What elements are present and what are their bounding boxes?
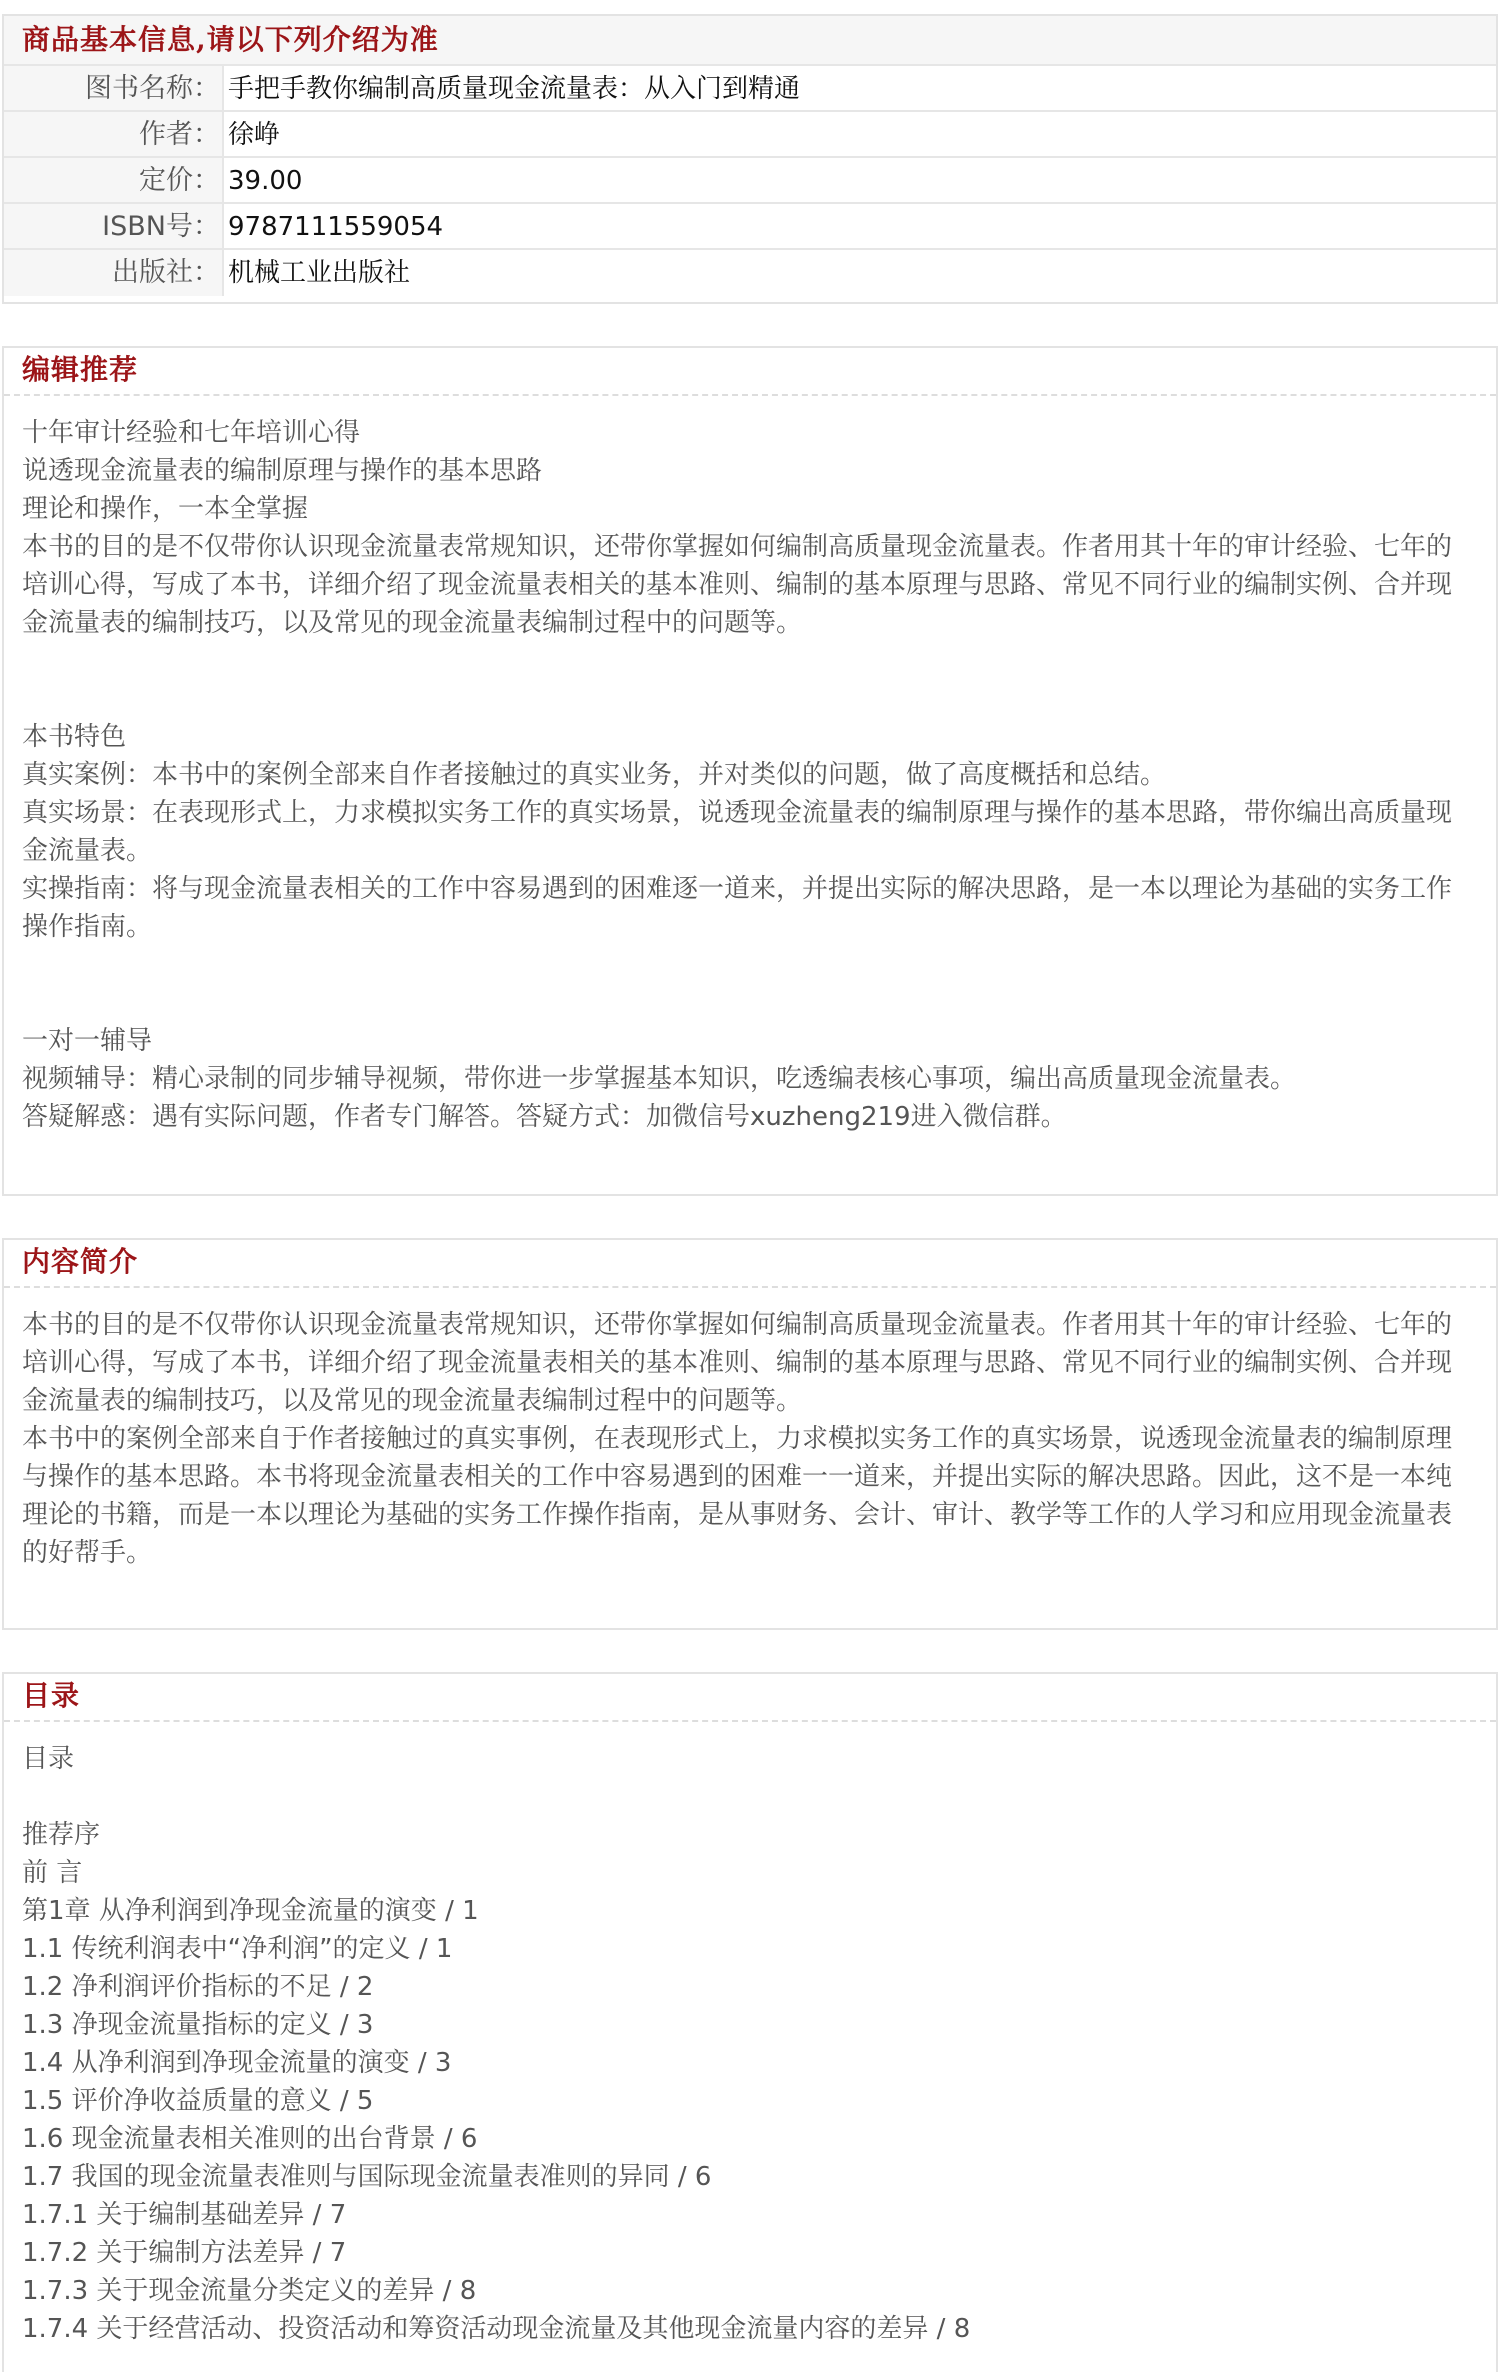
price-value: 39.00: [228, 166, 303, 196]
info-row-isbn: [4, 204, 1496, 250]
coaching-heading: 一对一辅导: [22, 1026, 153, 1056]
toc-item: 1.7.1 关于编制基础差异 / 7: [22, 2200, 347, 2230]
toc-heading: 目录: [22, 1744, 75, 1774]
summary-paragraph: 本书中的案例全部来自于作者接触过的真实事例，在表现形式上，力求模拟实务工作的真实场景，说透现金流量表的编制原理与操作的基本思路。本书将现金流量表相关的工作中容易遇到的困难一一道来，并提出实际的解决思路。因此，这不是一本纯理论的书籍，而是一本以理论为基础的实务工作操作指南，是从事财务、会计、审计、教学等工作的人学习和应用现金流量表的好帮手。: [22, 1424, 1453, 1568]
summary-paragraph: 本书的目的是不仅带你认识现金流量表常规知识，还带你掌握如何编制高质量现金流量表。作者用其十年的审计经验、七年的培训心得，写成了本书，详细介绍了现金流量表相关的基本准则、编制的基本原理与思路、常见不同行业的编制实例、合并现金流量表的编制技巧，以及常见的现金流量表编制过程中的问题等。: [22, 1310, 1453, 1416]
info-row-price: [4, 158, 1496, 204]
spacer: [22, 642, 1458, 718]
recommend-line: 说透现金流量表的编制原理与操作的基本思路: [22, 456, 543, 486]
spacer: [22, 946, 1458, 1022]
spacer: [22, 1778, 1458, 1816]
feature-item: 实操指南：将与现金流量表相关的工作中容易遇到的困难逐一道来，并提出实际的解决思路，是一本以理论为基础的实务工作操作指南。: [22, 874, 1453, 942]
coaching-item: 视频辅导：精心录制的同步辅导视频，带你进一步掌握基本知识，吃透编表核心事项，编出高质量现金流量表。: [22, 1064, 1297, 1094]
publisher-value: 机械工业出版社: [228, 258, 411, 288]
toc-item: 1.6 现金流量表相关准则的出台背景 / 6: [22, 2124, 478, 2154]
info-label: 图书名称：: [4, 66, 224, 110]
summary-title: 内容简介: [4, 1240, 1496, 1288]
toc-item: 前 言: [22, 1858, 83, 1888]
summary-body: [4, 1288, 1496, 1572]
info-label: 定价：: [4, 158, 224, 202]
feature-item: 真实场景：在表现形式上，力求模拟实务工作的真实场景，说透现金流量表的编制原理与操作的基本思路，带你编出高质量现金流量表。: [22, 798, 1453, 866]
toc-item: 1.7 我国的现金流量表准则与国际现金流量表准则的异同 / 6: [22, 2162, 712, 2192]
info-label: 作者：: [4, 112, 224, 156]
coaching-item: 答疑解惑：遇有实际问题，作者专门解答。答疑方式：加微信号xuzheng219进入微信群。: [22, 1102, 1067, 1132]
editor-recommend-panel: [2, 346, 1498, 1196]
summary-panel: [2, 1238, 1498, 1630]
toc-panel: [2, 1672, 1498, 2372]
isbn-value: 9787111559054: [228, 212, 444, 242]
toc-item: 1.7.3 关于现金流量分类定义的差异 / 8: [22, 2276, 477, 2306]
info-row-title: [4, 66, 1496, 112]
toc-item: 1.7.4 关于经营活动、投资活动和筹资活动现金流量及其他现金流量内容的差异 / 8: [22, 2314, 971, 2344]
features-heading: 本书特色: [22, 722, 127, 752]
toc-item: 1.1 传统利润表中“净利润”的定义 / 1: [22, 1934, 453, 1964]
toc-item: 1.5 评价净收益质量的意义 / 5: [22, 2086, 374, 2116]
product-info-title: 商品基本信息,请以下列介绍为准: [4, 16, 1496, 66]
info-row-publisher: [4, 250, 1496, 296]
toc-item: 1.4 从净利润到净现金流量的演变 / 3: [22, 2048, 452, 2078]
editor-recommend-body: [4, 396, 1496, 1136]
toc-title: 目录: [4, 1674, 1496, 1722]
info-label: 出版社：: [4, 250, 224, 296]
toc-list: [4, 1722, 1496, 2348]
product-info-table: [4, 66, 1496, 296]
toc-item: 推荐序: [22, 1820, 101, 1850]
author-value: 徐峥: [228, 120, 281, 150]
recommend-line: 十年审计经验和七年培训心得: [22, 418, 361, 448]
feature-item: 真实案例：本书中的案例全部来自作者接触过的真实业务，并对类似的问题，做了高度概括和总结。: [22, 760, 1167, 790]
recommend-paragraph: 本书的目的是不仅带你认识现金流量表常规知识，还带你掌握如何编制高质量现金流量表。作者用其十年的审计经验、七年的培训心得，写成了本书，详细介绍了现金流量表相关的基本准则、编制的基本原理与思路、常见不同行业的编制实例、合并现金流量表的编制技巧，以及常见的现金流量表编制过程中的问题等。: [22, 532, 1453, 638]
recommend-line: 理论和操作，一本全掌握: [22, 494, 309, 524]
toc-item: 1.2 净利润评价指标的不足 / 2: [22, 1972, 374, 2002]
book-title-value: 手把手教你编制高质量现金流量表：从入门到精通: [228, 74, 801, 104]
editor-recommend-title: 编辑推荐: [4, 348, 1496, 396]
toc-item: 第1章 从净利润到净现金流量的演变 / 1: [22, 1896, 479, 1926]
product-info-panel: [2, 14, 1498, 304]
toc-item: 1.7.2 关于编制方法差异 / 7: [22, 2238, 347, 2268]
info-label: ISBN号：: [4, 204, 224, 248]
info-row-author: [4, 112, 1496, 158]
toc-item: 1.3 净现金流量指标的定义 / 3: [22, 2010, 374, 2040]
